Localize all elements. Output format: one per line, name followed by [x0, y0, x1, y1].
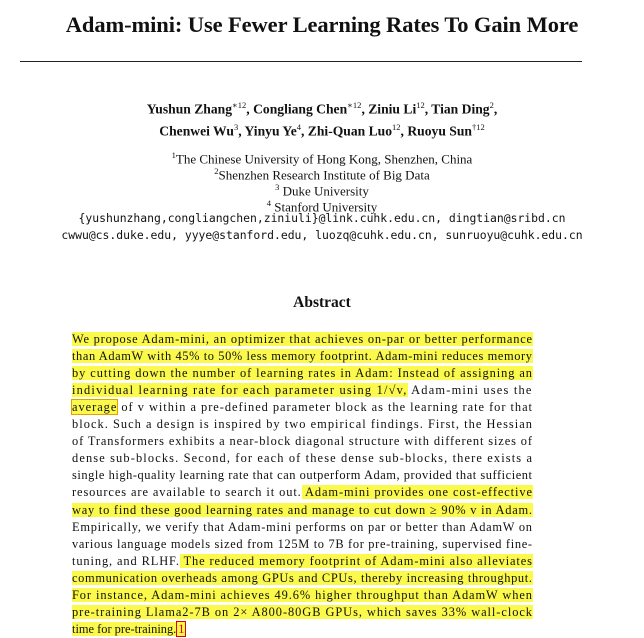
footnote-link[interactable]: 1: [178, 621, 185, 636]
abstract-text: block. Such a design is inspired by two empirical findings. First, the Hessian: [72, 417, 534, 432]
abstract-text: of v within a pre-defined parameter block as the learning rate for that: [117, 400, 533, 415]
abstract-line: [72, 536, 532, 553]
abstract-text: resources are available to search it out.: [72, 485, 302, 500]
author-name: Yinyu Ye: [244, 123, 297, 139]
abstract-line: [72, 450, 532, 467]
email-line-1: {yushunzhang,congliangchen,ziniuli}@link.cuhk.edu.cn, dingtian@sribd.cn: [78, 211, 566, 225]
abstract-line: [72, 467, 532, 484]
author-affiliation-marker: 4: [296, 122, 301, 132]
affiliation-line: $^1$The Chinese University of Hong Kong, Shenzhen, China: [171, 150, 473, 167]
abstract-line: [72, 399, 532, 416]
abstract-text: Adam-mini uses the: [407, 383, 533, 398]
author-name: Ruoyu Sun: [407, 123, 472, 139]
author-affiliation-marker: ∗12: [347, 100, 362, 110]
abstract-text: single high-quality learning rate that can outperform Adam, provided that sufficient: [72, 468, 533, 483]
highlighted-text: than AdamW with 45% to 50% less memory footprint. Adam-mini reduces memory: [72, 349, 533, 364]
highlighted-text: Adam-mini provides one cost-effective: [301, 485, 533, 500]
abstract-line: [72, 416, 532, 433]
highlighted-text: way to find these good learning rates and manage to cut down ≥ 90% v in Adam.: [72, 502, 533, 517]
highlighted-text: average: [72, 400, 118, 415]
abstract-line: [72, 348, 532, 365]
abstract-line: [72, 502, 532, 519]
abstract-text: tuning, and RLHF.: [72, 553, 180, 568]
affiliation-line: $^2$Shenzhen Research Institute of Big Data: [214, 166, 430, 183]
author-name: Chenwei Wu: [159, 123, 234, 139]
highlighted-text: The reduced memory footprint of Adam-mini also alleviates: [179, 553, 533, 568]
email-line-2: cwwu@cs.duke.edu, yyye@stanford.edu, luozq@cuhk.edu.cn, sunruoyu@cuhk.edu.cn: [61, 228, 583, 242]
abstract-text: Empirically, we verify that Adam-mini performs on par or better than AdamW on: [72, 519, 533, 534]
highlighted-text: We propose Adam-mini, an optimizer that achieves on-par or better performance: [72, 332, 533, 346]
highlighted-text: For instance, Adam-mini achieves 49.6% higher throughput than AdamW when: [72, 587, 533, 602]
abstract-line: [72, 570, 532, 587]
abstract-line: [72, 365, 532, 382]
author-line-1: Yushun Zhang$^{∗12}$, Congliang Chen$^{∗12}$, Ziniu Li$^{12}$, Tian Ding$^2$,: [146, 100, 498, 117]
abstract-text: of Transformers exhibits a near-block diagonal structure with different sizes of: [72, 434, 533, 449]
abstract-heading: Abstract: [293, 294, 351, 311]
abstract-line: [72, 382, 532, 399]
abstract-text: various language models sized from 125M to 7B for pre-training, supervised fine-: [72, 536, 533, 551]
highlighted-text: time for pre-training.: [72, 621, 177, 636]
author-affiliation-marker: 3: [233, 122, 239, 132]
author-affiliation-marker: 12: [416, 100, 425, 110]
author-name: Tian Ding: [431, 101, 490, 117]
author-affiliation-marker: †12: [471, 122, 485, 132]
abstract-line: [72, 331, 532, 348]
abstract-line: [72, 587, 532, 604]
author-affiliation-marker: 12: [392, 122, 401, 132]
abstract-text: dense sub-blocks. Second, for each of these dense sub-blocks, there exists a: [72, 451, 534, 466]
highlighted-text: pre-training Llama2-7B on 2× A800-80GB GPUs, which saves 33% wall-clock: [72, 604, 533, 619]
paper-title: Adam-mini: Use Fewer Learning Rates To Gain More: [65, 12, 579, 37]
abstract-line: [72, 621, 532, 638]
affiliation-line: $^4$ Stanford University: [266, 198, 378, 215]
author-affiliation-marker: 2: [489, 100, 494, 110]
abstract-line: [72, 484, 532, 501]
highlighted-text: individual learning rate for each parameter using 1/√v,: [72, 383, 408, 398]
title-rule: [20, 61, 582, 62]
abstract-line: [72, 519, 532, 536]
highlighted-text: by cutting down the number of learning rates in Adam: Instead of assigning an: [72, 366, 533, 381]
author-name: Yushun Zhang: [146, 101, 233, 117]
author-name: Congliang Chen: [253, 101, 348, 117]
abstract-line: [72, 553, 532, 570]
author-affiliation-marker: ∗12: [232, 100, 247, 110]
author-name: Zhi-Quan Luo: [307, 123, 393, 139]
abstract-line: [72, 433, 532, 450]
abstract-line: [72, 604, 532, 621]
affiliation-line: $^3$ Duke University: [275, 182, 369, 199]
author-line-2: Chenwei Wu$^3$, Yinyu Ye$^4$, Zhi-Quan Luo$^{12}$, Ruoyu Sun$^{\dagger 12}$: [159, 122, 485, 139]
highlighted-text: communication overheads among GPUs and CPUs, thereby increasing throughput.: [72, 570, 533, 585]
author-name: Ziniu Li: [368, 101, 417, 117]
